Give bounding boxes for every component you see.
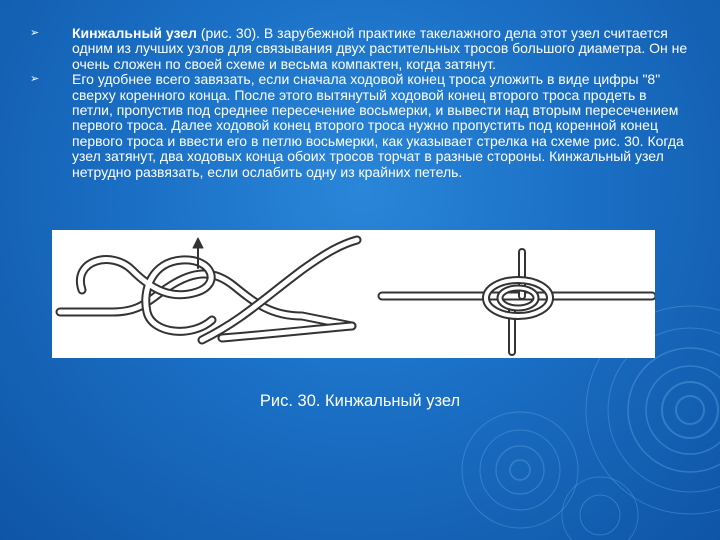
bullet-term: Кинжальный узел [72, 25, 197, 41]
arrow-bullet-icon: ➢ [30, 73, 40, 86]
bullet-item-instructions [30, 72, 690, 180]
bullet-text: (рис. 30). В зарубежной практике такелажного дела этот узел считается одним из лучших узлов для связывания двух растительных тросов большого диаметра. Он не очень сложен по своей схеме и весьма компактен, когда затянут. [72, 25, 688, 72]
bullet-text: Его удобнее всего завязать, если сначала ходовой конец троса уложить в виде цифры "8" сверху коренного конца. После этого вытянутый ходовой конец второго троса продеть в петли, пропустив под среднее пересечение восьмерки, и вывести над вторым пересечением первого троса. Далее ходовой конец второго троса нужно пропустить под коренной конец первого троса и ввести его в петлю восьмерки, как указывает стрелка на схеме рис. 30. Когда узел затянут, два ходовых конца обоих тросов торчат в разные стороны. Кинжальный узел нетрудно развязать, если ослабить одну из крайних петель. [72, 71, 684, 180]
open-knot-diagram [60, 240, 357, 340]
tightened-knot-diagram [382, 252, 652, 352]
body-text [30, 26, 690, 180]
bullet-item-dagger-knot [30, 26, 690, 72]
knot-figure [52, 230, 655, 358]
knot-illustration [52, 230, 655, 358]
arrow-bullet-icon: ➢ [30, 27, 40, 39]
figure-caption: Рис. 30. Кинжальный узел [259, 392, 461, 410]
